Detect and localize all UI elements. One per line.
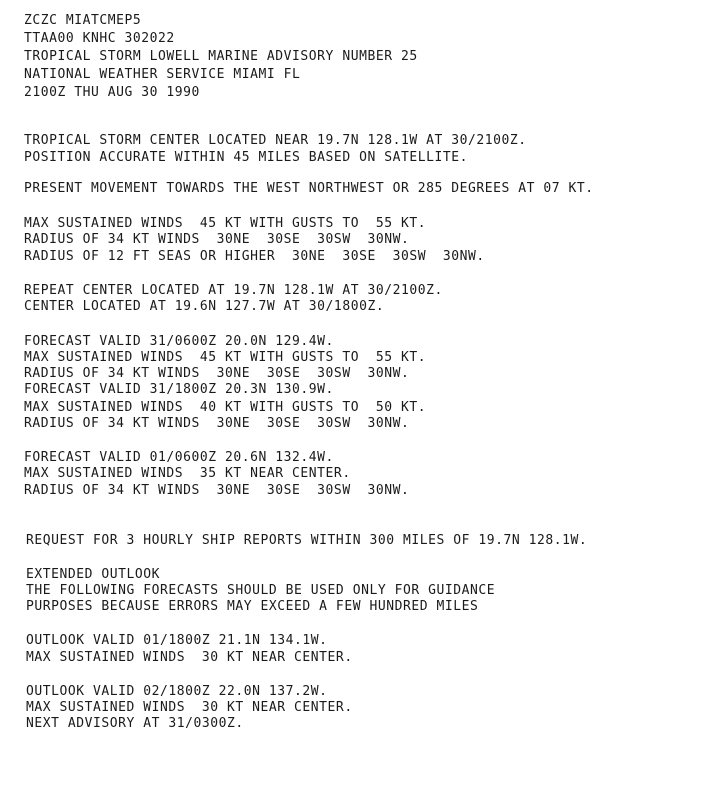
- forecast-3-valid: FORECAST VALID 01/0600Z 20.6N 132.4W.: [24, 450, 334, 465]
- outlook-2-winds: MAX SUSTAINED WINDS 30 KT NEAR CENTER.: [26, 700, 353, 715]
- issuing-office: NATIONAL WEATHER SERVICE MIAMI FL: [24, 67, 301, 82]
- forecast-1-valid: FORECAST VALID 31/0600Z 20.0N 129.4W.: [24, 334, 334, 349]
- center-location: TROPICAL STORM CENTER LOCATED NEAR 19.7N 128.1W AT 30/2100Z.: [24, 133, 527, 148]
- header-line-2: TTAA00 KNHC 302022: [24, 31, 175, 46]
- header-line-1: ZCZC MIATCMEP5: [24, 13, 142, 28]
- seas-radius-12ft: RADIUS OF 12 FT SEAS OR HIGHER 30NE 30SE 30SW 30NW.: [24, 249, 485, 264]
- forecast-3-radius: RADIUS OF 34 KT WINDS 30NE 30SE 30SW 30NW.: [24, 483, 410, 498]
- forecast-2-winds: MAX SUSTAINED WINDS 40 KT WITH GUSTS TO 50 KT.: [24, 400, 427, 415]
- ship-report-request: REQUEST FOR 3 HOURLY SHIP REPORTS WITHIN 300 MILES OF 19.7N 128.1W.: [26, 533, 588, 548]
- extended-outlook-title: EXTENDED OUTLOOK: [26, 567, 161, 582]
- extended-outlook-note-1: THE FOLLOWING FORECASTS SHOULD BE USED ONLY FOR GUIDANCE: [26, 583, 496, 598]
- forecast-2-valid: FORECAST VALID 31/1800Z 20.3N 130.9W.: [24, 382, 334, 397]
- forecast-2-radius: RADIUS OF 34 KT WINDS 30NE 30SE 30SW 30NW.: [24, 416, 410, 431]
- forecast-1-radius: RADIUS OF 34 KT WINDS 30NE 30SE 30SW 30NW.: [24, 366, 410, 381]
- forecast-3-winds: MAX SUSTAINED WINDS 35 KT NEAR CENTER.: [24, 466, 351, 481]
- previous-center: CENTER LOCATED AT 19.6N 127.7W AT 30/1800Z.: [24, 299, 385, 314]
- outlook-1-valid: OUTLOOK VALID 01/1800Z 21.1N 134.1W.: [26, 633, 328, 648]
- outlook-2-valid: OUTLOOK VALID 02/1800Z 22.0N 137.2W.: [26, 684, 328, 699]
- issue-time: 2100Z THU AUG 30 1990: [24, 85, 200, 100]
- forecast-1-winds: MAX SUSTAINED WINDS 45 KT WITH GUSTS TO 55 KT.: [24, 350, 427, 365]
- position-accuracy: POSITION ACCURATE WITHIN 45 MILES BASED ON SATELLITE.: [24, 150, 468, 165]
- next-advisory: NEXT ADVISORY AT 31/0300Z.: [26, 716, 244, 731]
- repeat-center: REPEAT CENTER LOCATED AT 19.7N 128.1W AT 30/2100Z.: [24, 283, 443, 298]
- present-movement: PRESENT MOVEMENT TOWARDS THE WEST NORTHWEST OR 285 DEGREES AT 07 KT.: [24, 181, 594, 196]
- outlook-1-winds: MAX SUSTAINED WINDS 30 KT NEAR CENTER.: [26, 650, 353, 665]
- wind-radius-34kt: RADIUS OF 34 KT WINDS 30NE 30SE 30SW 30NW.: [24, 232, 410, 247]
- advisory-title: TROPICAL STORM LOWELL MARINE ADVISORY NUMBER 25: [24, 49, 418, 64]
- extended-outlook-note-2: PURPOSES BECAUSE ERRORS MAY EXCEED A FEW HUNDRED MILES: [26, 599, 479, 614]
- max-sustained-winds: MAX SUSTAINED WINDS 45 KT WITH GUSTS TO 55 KT.: [24, 216, 427, 231]
